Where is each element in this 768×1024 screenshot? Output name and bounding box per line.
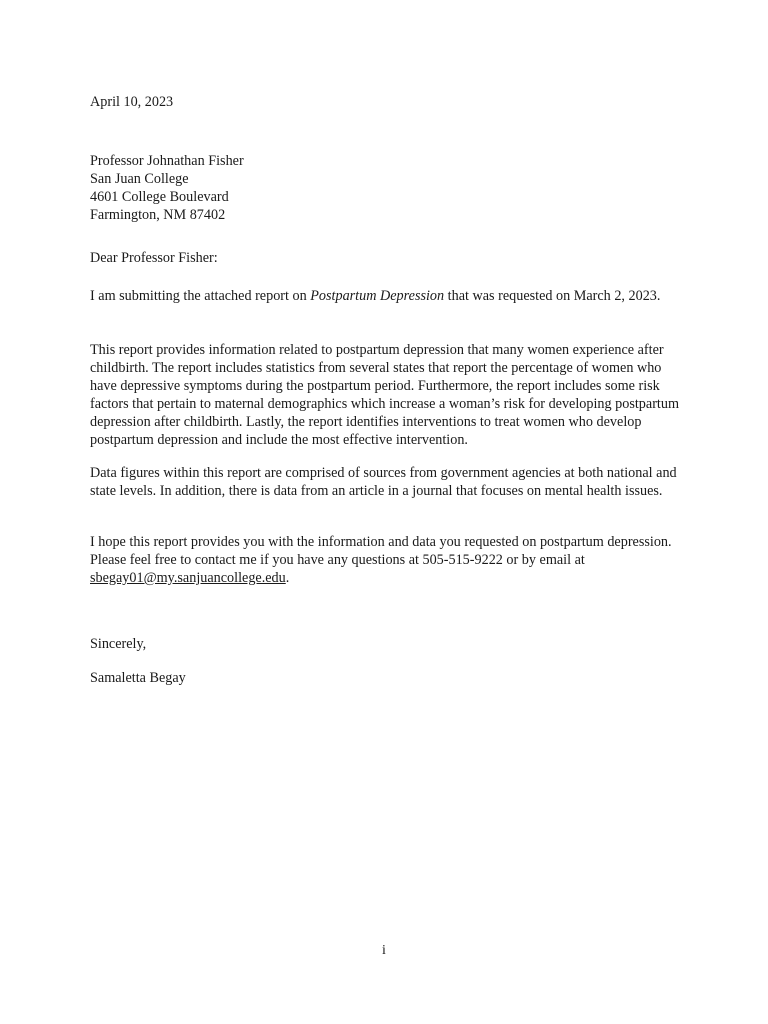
signature-name: Samaletta Begay [90, 670, 186, 686]
letter-date: April 10, 2023 [90, 94, 174, 110]
recipient-organization: San Juan College [90, 171, 189, 187]
contact-text-before: I hope this report provides you with the information and data you requested on postpartum depression. Please feel free to contact me if you have any questions at 505-515-9222 or by email at [90, 534, 672, 568]
recipient-name: Professor Johnathan Fisher [90, 153, 244, 169]
recipient-street: 4601 College Boulevard [90, 189, 229, 205]
salutation: Dear Professor Fisher: [90, 250, 218, 266]
data-sources-paragraph: Data figures within this report are comprised of sources from government agencies at both national and state levels. In addition, there is data from an article in a journal that focuses on mental health issues. [90, 465, 677, 499]
contact-text-after: . [285, 570, 290, 586]
intro-paragraph [90, 287, 690, 305]
closing: Sincerely, [90, 636, 147, 652]
recipient-address [90, 152, 690, 224]
page-number: i [382, 943, 386, 958]
report-title: Postpartum Depression [310, 288, 445, 304]
email-link[interactable]: sbegay01@my.sanjuancollege.edu [90, 570, 286, 586]
recipient-city: Farmington, NM 87402 [90, 207, 226, 223]
intro-text-after: that was requested on March 2, 2023. [444, 288, 661, 304]
report-summary-paragraph: This report provides information related to postpartum depression that many women experience after childbirth. The report includes statistics from several states that report the percentage of women who have depressive symptoms during the postpartum period. Furthermore, the report includes some risk factors that pertain to maternal demographics which increase a woman’s risk for developing postpartum depression after childbirth. Lastly, the report identifies interventions to treat women who develop postpartum depression and include the most effective intervention. [90, 342, 679, 448]
intro-text-before: I am submitting the attached report on [90, 288, 311, 304]
contact-paragraph [90, 533, 690, 587]
